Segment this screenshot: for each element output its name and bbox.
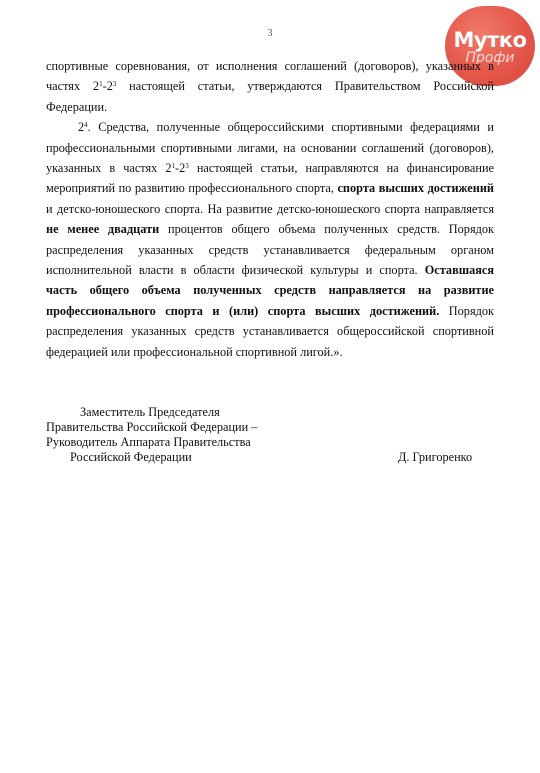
superscript: 1 (171, 162, 176, 171)
paragraph-continuation (46, 56, 494, 117)
superscript: 4 (84, 121, 88, 130)
signer-title-line-4 (46, 450, 486, 465)
signer-title-line-1: Заместитель Председателя (80, 405, 220, 419)
signer-name: Д. Григоренко (398, 450, 473, 464)
paragraph-2-4 (46, 117, 494, 362)
superscript: 3 (112, 80, 117, 89)
bold-text: Оставшаяся часть общего объема полученных средств направляется на развитие профессионального спорта и (или) спорта высших достижений. (46, 263, 494, 318)
text-run: настоящей статьи, утверждаются Правительством Российской Федерации. (46, 79, 494, 114)
watermark-logo-subtext: Профи (465, 50, 515, 66)
text-run: процентов общего объема полученных средств. Порядок распределения указанных средств устанавливается федеральным органом исполнительной власти в области физической культуры и спорта. (46, 222, 494, 278)
bold-text: спорта высших достижений (337, 181, 494, 196)
superscript: 1 (99, 80, 103, 89)
signer-title-line-2: Правительства Российской Федерации – (46, 420, 258, 434)
signer-title-text: Российской Федерации (70, 450, 192, 464)
page-number: 3 (267, 28, 273, 39)
text-run: спортивные соревнования, от исполнения соглашений (договоров), указанных в частях 2 (46, 59, 494, 94)
text-run: настоящей статьи, направляются на финансирование мероприятий по развитию профессионального спорта, (46, 161, 495, 196)
text-run: Порядок распределения указанных средств устанавливается общероссийской спортивной федерацией или профессиональной спортивной лигой.». (46, 303, 494, 359)
clause-number: 2 (78, 120, 85, 135)
document-body (46, 56, 494, 362)
watermark-logo-text: Мутко (453, 28, 527, 52)
bold-text: не менее двадцати (46, 222, 160, 237)
text-run: -2 (102, 79, 113, 94)
superscript: 3 (185, 162, 189, 171)
signer-title-line-3: Руководитель Аппарата Правительства (46, 435, 251, 449)
text-run: . Средства, полученные общероссийскими спортивными федерациями и профессиональными спортивными лигами, на основании соглашений (договоров), указанных в частях 2 (46, 120, 494, 176)
signature-block (46, 405, 486, 465)
text-run: и детско-юношеского спорта. На развитие детско-юношеского спорта направляется (46, 201, 494, 216)
text-run: -2 (175, 161, 186, 176)
